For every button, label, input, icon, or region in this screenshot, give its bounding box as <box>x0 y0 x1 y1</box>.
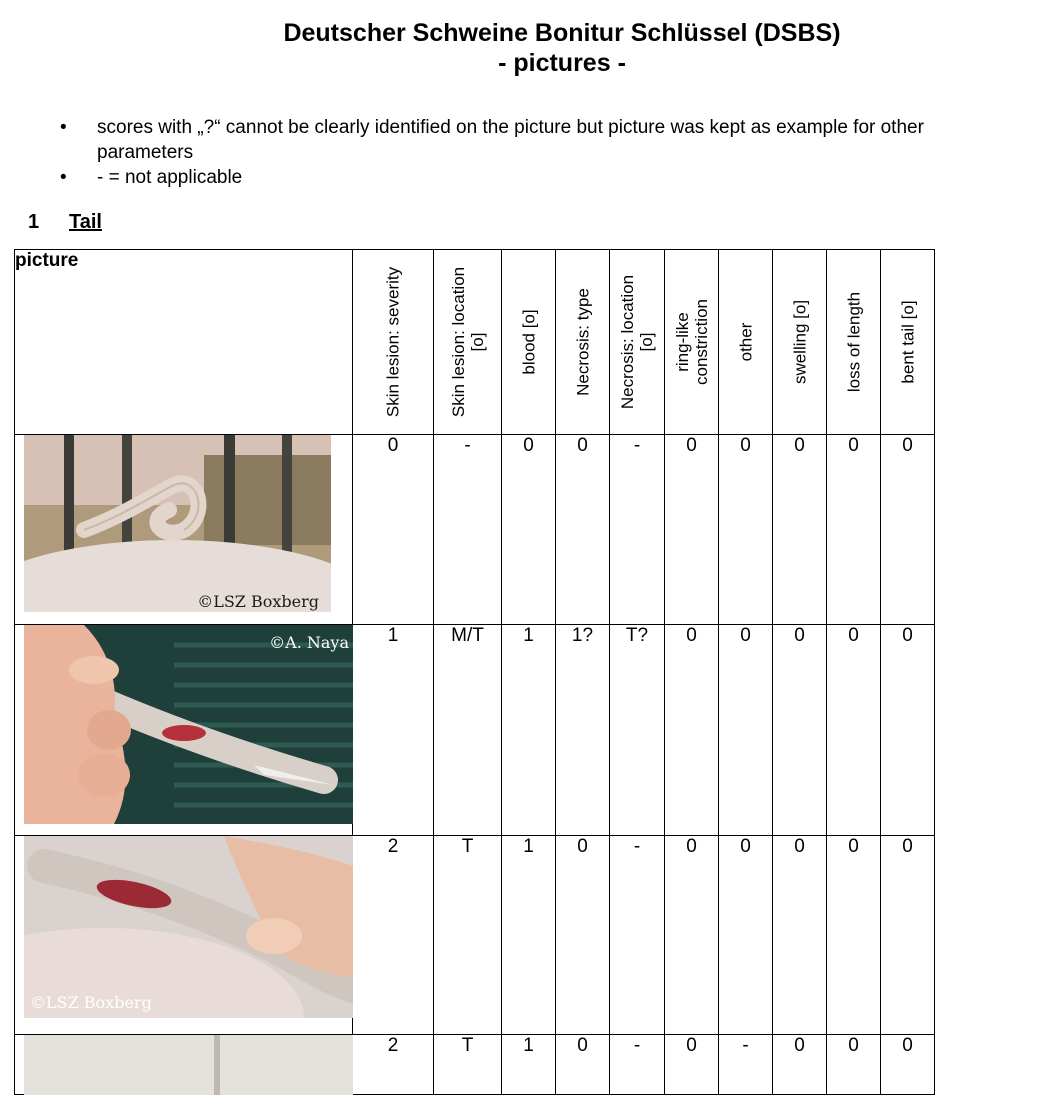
picture-cell <box>15 836 353 1035</box>
tail-photo <box>24 836 353 1018</box>
column-header: loss of length <box>827 250 881 435</box>
score-cell: 2 <box>353 1035 434 1095</box>
picture-cell <box>15 435 353 625</box>
score-cell: 0 <box>773 625 827 836</box>
bullet-list <box>60 115 1017 190</box>
title-line-2: - pictures - <box>498 49 626 77</box>
score-cell: T <box>434 836 502 1035</box>
bullet-item <box>60 115 1017 165</box>
score-cell: T? <box>610 625 665 836</box>
score-cell: 0 <box>665 625 719 836</box>
tail-photo <box>24 625 353 824</box>
score-cell: 0 <box>556 836 610 1035</box>
table-row <box>15 625 935 836</box>
score-cell: T <box>434 1035 502 1095</box>
bullet-dot-icon: • <box>60 117 67 138</box>
bullet-item <box>60 165 1017 190</box>
score-cell: 0 <box>827 1035 881 1095</box>
score-cell: 1 <box>502 836 556 1035</box>
table-row <box>15 836 935 1035</box>
document-title <box>0 18 1040 78</box>
table-header-row <box>15 250 935 435</box>
score-cell: 0 <box>827 435 881 625</box>
score-cell: 0 <box>827 625 881 836</box>
score-cell: 0 <box>665 435 719 625</box>
tail-photo <box>24 1035 353 1095</box>
score-cell: 1 <box>353 625 434 836</box>
score-cell: 0 <box>827 836 881 1035</box>
column-header: swelling [o] <box>773 250 827 435</box>
bullet-text: scores with „?“ cannot be clearly identified on the picture but picture was kept as example for other parameters <box>97 117 924 163</box>
section-number: 1 <box>28 211 40 233</box>
score-cell: 1 <box>502 1035 556 1095</box>
score-cell: 0 <box>556 435 610 625</box>
column-header: blood [o] <box>502 250 556 435</box>
score-cell: 1 <box>502 625 556 836</box>
score-cell: 0 <box>881 1035 935 1095</box>
score-cell: 0 <box>773 1035 827 1095</box>
scoring-table <box>14 249 935 1095</box>
bullet-dot-icon: • <box>60 167 67 188</box>
column-header: Necrosis: type <box>556 250 610 435</box>
column-header: Skin lesion: location [o] <box>434 250 502 435</box>
section-name: Tail <box>69 211 102 233</box>
picture-cell <box>15 1035 353 1095</box>
picture-cell <box>15 625 353 836</box>
score-cell: 0 <box>665 1035 719 1095</box>
column-header: bent tail [o] <box>881 250 935 435</box>
score-cell: 0 <box>881 625 935 836</box>
score-cell: 0 <box>881 435 935 625</box>
tail-photo <box>24 435 331 612</box>
score-cell: - <box>610 836 665 1035</box>
photo-credit: ©LSZ Boxberg <box>30 993 152 1012</box>
column-header: other <box>719 250 773 435</box>
score-cell: - <box>434 435 502 625</box>
title-line-1: Deutscher Schweine Bonitur Schlüssel (DSBS) <box>283 19 841 47</box>
score-cell: - <box>610 435 665 625</box>
column-header: ring-like constriction <box>665 250 719 435</box>
table-row <box>15 435 935 625</box>
score-cell: 0 <box>665 836 719 1035</box>
score-cell: 0 <box>773 435 827 625</box>
photo-credit: ©A. Naya <box>269 633 349 652</box>
picture-header: picture <box>15 250 353 435</box>
score-cell: 0 <box>719 435 773 625</box>
score-cell: 0 <box>353 435 434 625</box>
column-header: Necrosis: location [o] <box>610 250 665 435</box>
column-header: Skin lesion: severity <box>353 250 434 435</box>
score-cell: - <box>719 1035 773 1095</box>
photo-credit: ©LSZ Boxberg <box>197 592 319 611</box>
score-cell: 0 <box>719 836 773 1035</box>
score-cell: 0 <box>881 836 935 1035</box>
bullet-text: - = not applicable <box>97 167 243 188</box>
score-cell: 0 <box>719 625 773 836</box>
score-cell: 0 <box>773 836 827 1035</box>
score-cell: 0 <box>556 1035 610 1095</box>
score-cell: 0 <box>502 435 556 625</box>
score-cell: - <box>610 1035 665 1095</box>
section-heading <box>28 211 102 234</box>
score-cell: 2 <box>353 836 434 1035</box>
score-cell: M/T <box>434 625 502 836</box>
score-cell: 1? <box>556 625 610 836</box>
table-row <box>15 1035 935 1095</box>
